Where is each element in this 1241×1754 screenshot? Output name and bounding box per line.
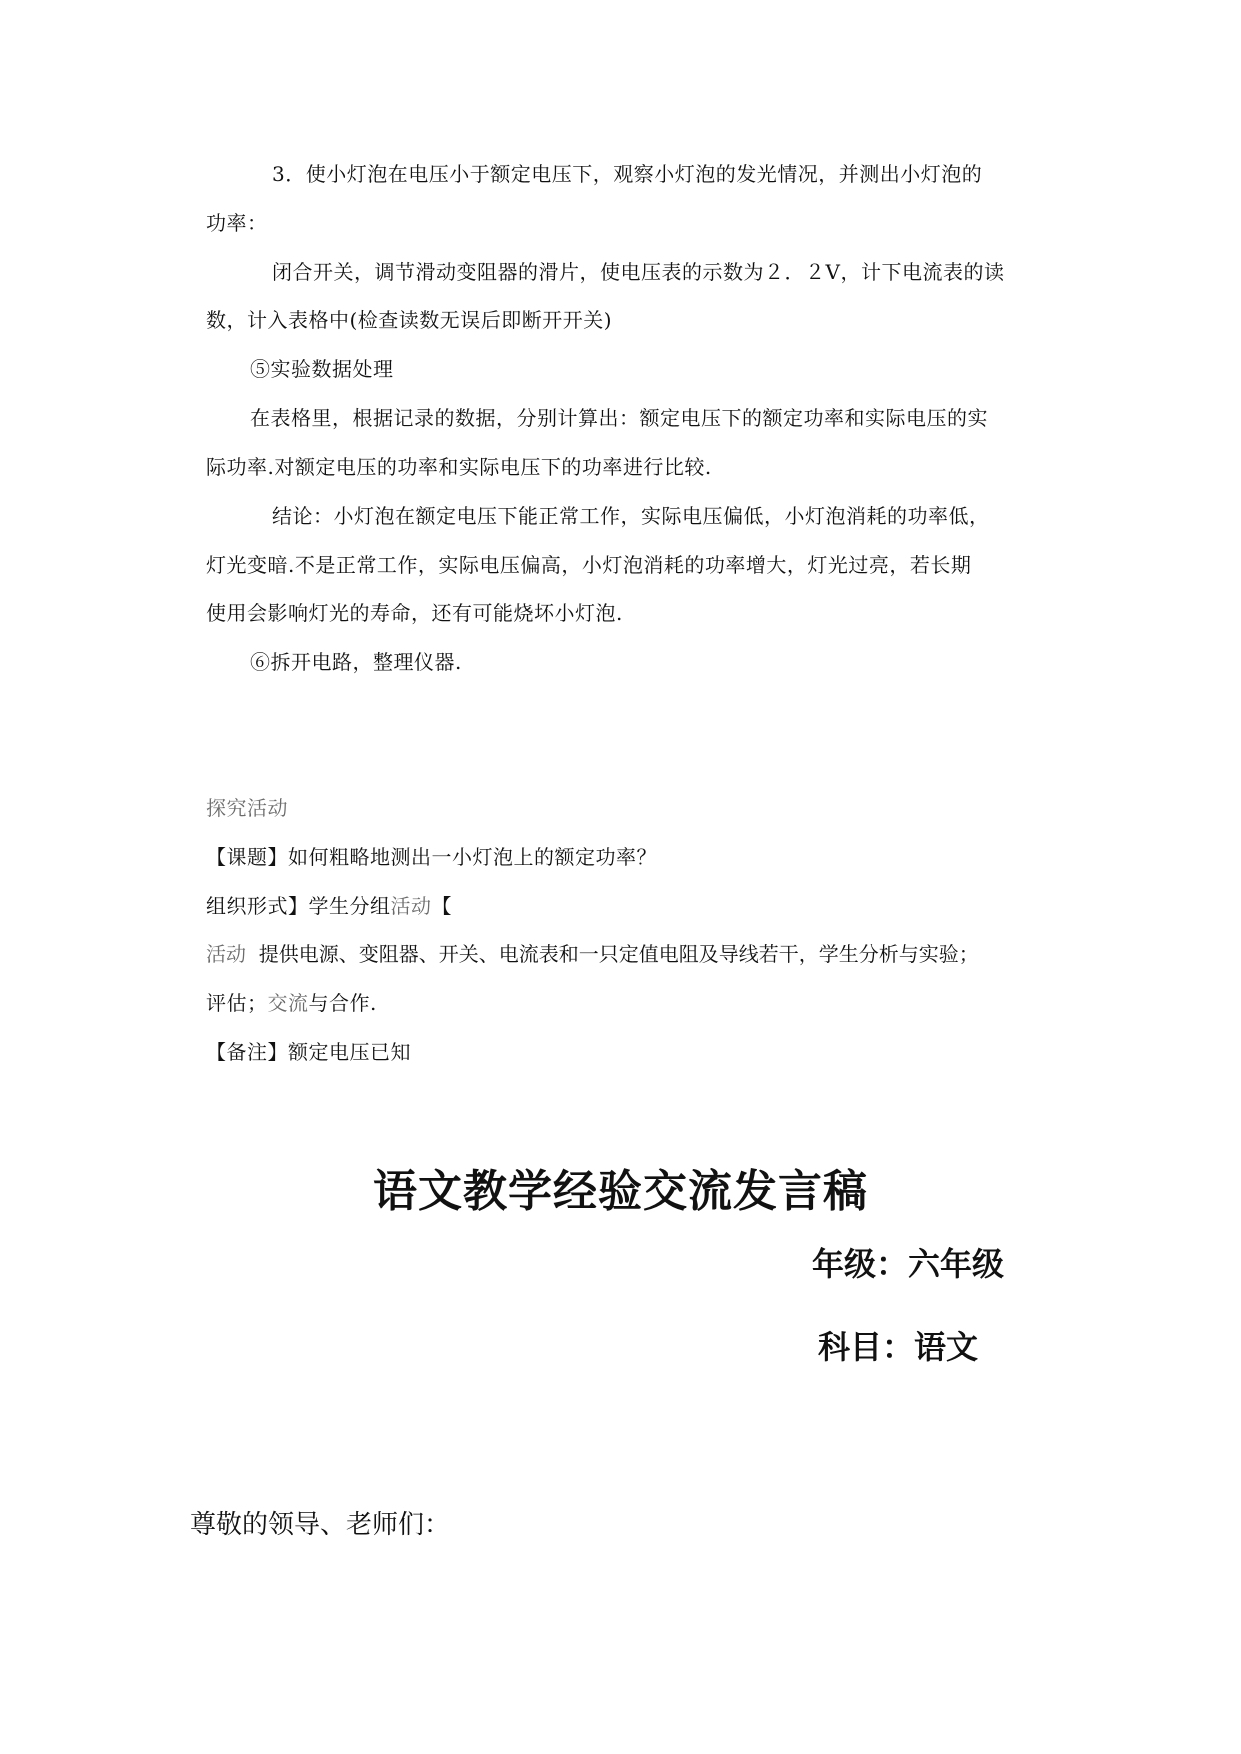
org-text: 学生分组 [308, 894, 391, 918]
inquiry-heading: 探究活动 [206, 796, 288, 820]
data-processing-line2: 际功率.对额定电压的功率和实际电压下的功率进行比较. [206, 455, 712, 479]
close-switch-line1: 闭合开关，调节滑动变阻器的滑片，使电压表的示数为２．２V，计下电流表的读 [272, 260, 1005, 284]
data-processing-line1: 在表格里，根据记录的数据，分别计算出：额定电压下的额定功率和实际电压的实 [250, 406, 988, 430]
activity-label: 活动 [206, 942, 246, 966]
step5-heading: ⑤实验数据处理 [250, 357, 394, 381]
org-label: 组织形式】 [206, 894, 309, 918]
speech-title: 语文教学经验交流发言稿 [373, 1166, 868, 1217]
step3-line1: 3．使小灯泡在电压小于额定电压下，观察小灯泡的发光情况，并测出小灯泡的 [272, 162, 983, 186]
eval-text3: 与合作. [308, 991, 377, 1015]
conclusion-line1: 结论：小灯泡在额定电压下能正常工作，实际电压偏低，小灯泡消耗的功率低， [272, 504, 990, 528]
subject-label: 科目：语文 [818, 1328, 979, 1366]
inquiry-activity [206, 942, 979, 966]
topic-label: 【课题】 [206, 845, 288, 869]
inquiry-organization [206, 894, 452, 918]
greeting: 尊敬的领导、老师们： [190, 1510, 451, 1540]
note-text: 额定电压已知 [288, 1040, 411, 1064]
grade-label: 年级：六年级 [812, 1245, 1005, 1283]
inquiry-evaluation [206, 991, 377, 1015]
conclusion-line3: 使用会影响灯光的寿命，还有可能烧坏小灯泡. [206, 601, 623, 625]
inquiry-note [206, 1040, 411, 1064]
eval-text1: 评估； [206, 991, 268, 1015]
activity-text: 提供电源、变阻器、开关、电流表和一只定值电阻及导线若干，学生分析与实验； [258, 942, 979, 966]
step3-line2: 功率： [206, 211, 268, 235]
topic-text: 如何粗略地测出一小灯泡上的额定功率？ [288, 845, 657, 869]
inquiry-topic [206, 845, 657, 869]
org-tail: 活动 [390, 894, 432, 918]
note-label: 【备注】 [206, 1040, 288, 1064]
eval-text2: 交流 [267, 991, 309, 1015]
conclusion-line2: 灯光变暗.不是正常工作，实际电压偏高，小灯泡消耗的功率增大，灯光过亮，若长期 [206, 553, 972, 577]
step6: ⑥拆开电路，整理仪器. [250, 650, 462, 674]
org-bracket: 【 [431, 894, 452, 918]
close-switch-line2: 数，计入表格中(检查读数无误后即断开开关) [206, 308, 613, 332]
